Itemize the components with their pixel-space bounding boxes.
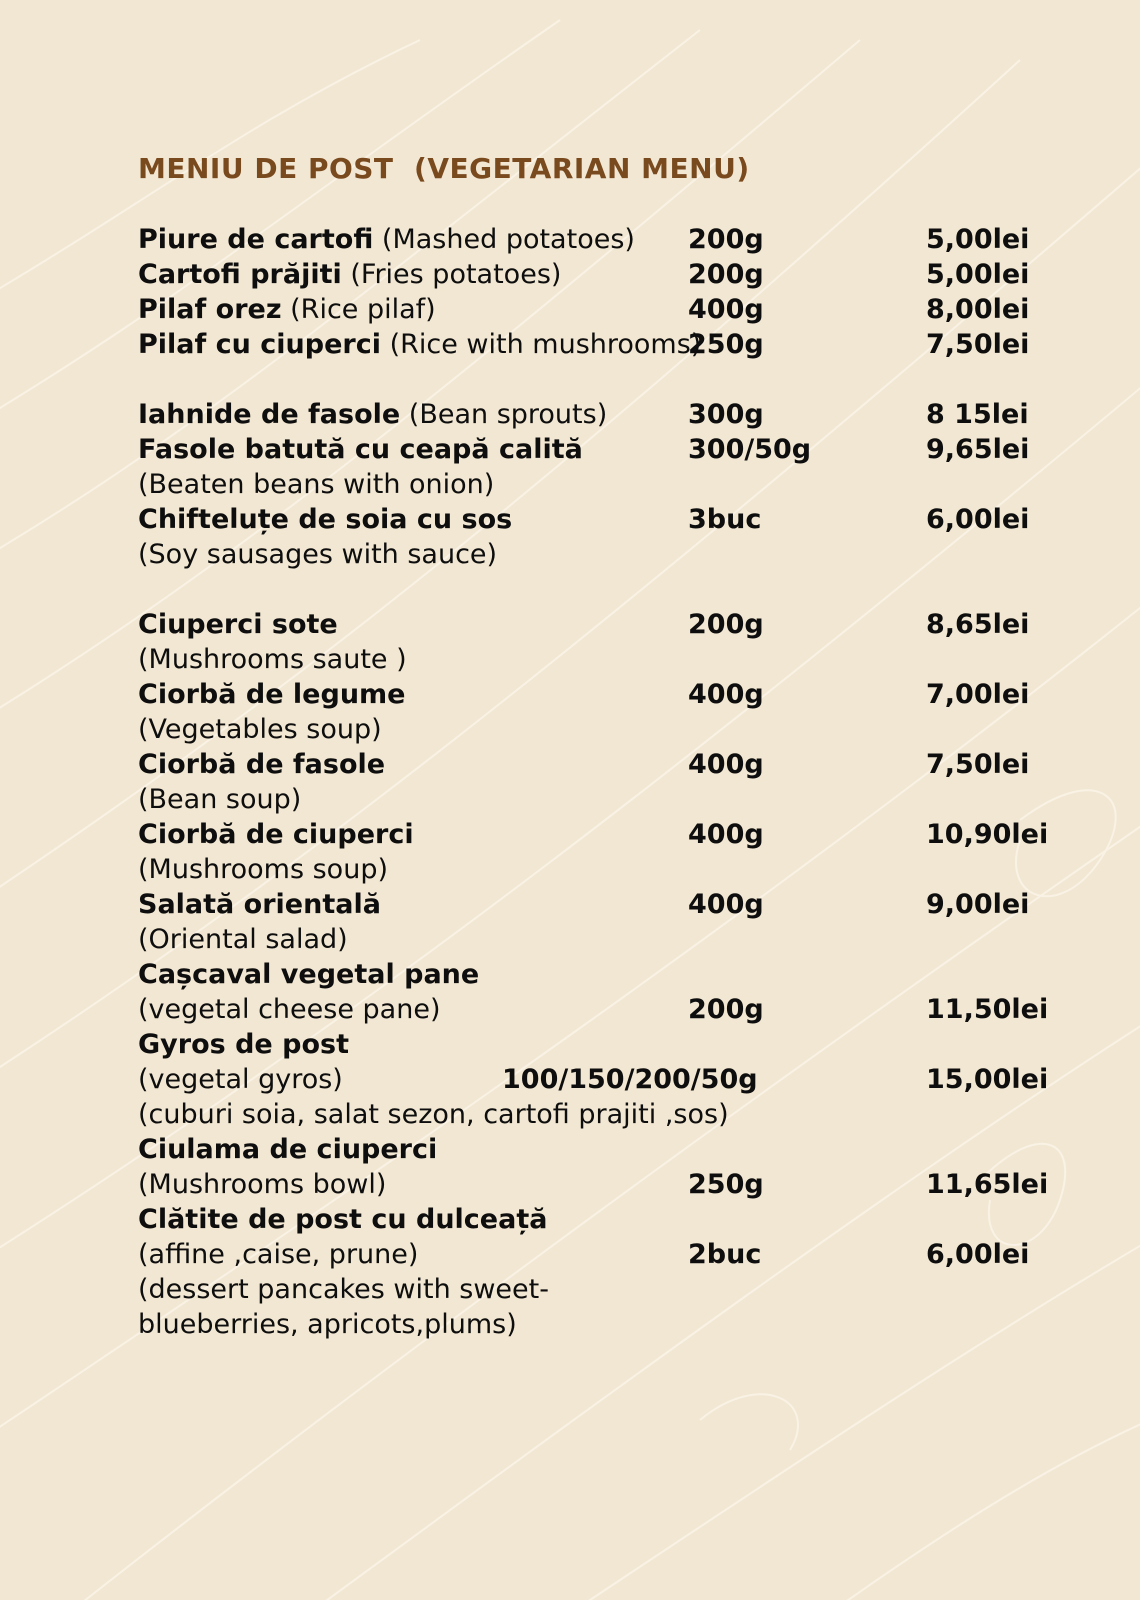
menu-line bbox=[138, 747, 1058, 783]
item-description: (Mushrooms bowl) bbox=[138, 1169, 387, 1200]
item-price: 9,00lei bbox=[926, 889, 1030, 920]
item-description: (Oriental salad) bbox=[138, 924, 348, 955]
item-price: 5,00lei bbox=[926, 259, 1030, 290]
item-name bbox=[138, 502, 512, 538]
item-name bbox=[138, 1202, 547, 1238]
item-quantity: 200g bbox=[688, 994, 764, 1025]
item-quantity: 200g bbox=[688, 224, 764, 255]
menu-line bbox=[138, 1062, 1058, 1098]
item-name bbox=[138, 1272, 549, 1308]
menu-line bbox=[138, 222, 1058, 258]
item-quantity: 200g bbox=[688, 609, 764, 640]
menu-line bbox=[138, 1307, 1058, 1343]
item-name-ro: Ciorbă de legume bbox=[138, 679, 406, 710]
menu-line bbox=[138, 432, 1058, 468]
menu-line bbox=[138, 502, 1058, 538]
item-name-ro: Cașcaval vegetal pane bbox=[138, 959, 480, 990]
item-description: (dessert pancakes with sweet- bbox=[138, 1274, 549, 1305]
menu-line bbox=[138, 397, 1058, 433]
item-quantity: 400g bbox=[688, 749, 764, 780]
item-description: (cuburi soia, salat sezon, cartofi prajiti ,sos) bbox=[138, 1099, 729, 1130]
item-quantity: 250g bbox=[688, 329, 764, 360]
item-quantity: 200g bbox=[688, 259, 764, 290]
item-name-ro: Fasole batută cu ceapă calită bbox=[138, 434, 583, 465]
item-name bbox=[138, 782, 301, 818]
item-price: 8,00lei bbox=[926, 294, 1030, 325]
item-name bbox=[138, 1307, 517, 1343]
item-quantity: 400g bbox=[688, 819, 764, 850]
item-name bbox=[138, 432, 583, 468]
item-description: (Bean soup) bbox=[138, 784, 302, 815]
item-name-ro: Gyros de post bbox=[138, 1029, 349, 1060]
item-name bbox=[138, 1167, 386, 1203]
item-name-ro: Pilaf orez bbox=[138, 294, 282, 325]
item-description: (Mashed potatoes) bbox=[373, 224, 635, 255]
item-name bbox=[138, 607, 338, 643]
item-name-ro: Chifteluțe de soia cu sos bbox=[138, 504, 513, 535]
item-description: (Fries potatoes) bbox=[341, 259, 562, 290]
menu-line bbox=[138, 677, 1058, 713]
menu-line bbox=[138, 922, 1058, 958]
item-name bbox=[138, 467, 494, 503]
item-name bbox=[138, 397, 607, 433]
item-name bbox=[138, 747, 385, 783]
menu-line bbox=[138, 817, 1058, 853]
item-price: 9,65lei bbox=[926, 434, 1030, 465]
menu-line bbox=[138, 712, 1058, 748]
item-name bbox=[138, 222, 635, 258]
menu-line bbox=[138, 1272, 1058, 1308]
menu-line bbox=[138, 1132, 1058, 1168]
item-name-ro: Ciorbă de fasole bbox=[138, 749, 386, 780]
item-quantity: 300g bbox=[688, 399, 764, 430]
item-description: (Rice with mushrooms) bbox=[381, 329, 702, 360]
item-price: 15,00lei bbox=[926, 1064, 1049, 1095]
item-price: 7,50lei bbox=[926, 749, 1030, 780]
menu-line bbox=[138, 852, 1058, 888]
item-name bbox=[138, 677, 405, 713]
item-name bbox=[138, 1027, 349, 1063]
menu-line bbox=[138, 1027, 1058, 1063]
item-description: blueberries, apricots,plums) bbox=[138, 1309, 517, 1340]
menu-title: MENIU DE POST (VEGETARIAN MENU) bbox=[138, 152, 750, 185]
item-name-ro: Clătite de post cu dulceață bbox=[138, 1204, 548, 1235]
item-price: 5,00lei bbox=[926, 224, 1030, 255]
item-name-ro: Salată orientală bbox=[138, 889, 381, 920]
item-name bbox=[138, 327, 701, 363]
item-price: 7,00lei bbox=[926, 679, 1030, 710]
menu-line bbox=[138, 327, 1058, 363]
item-name bbox=[138, 257, 561, 293]
item-quantity: 400g bbox=[688, 679, 764, 710]
item-description: (Mushrooms saute ) bbox=[138, 644, 407, 675]
item-description: (vegetal gyros) bbox=[138, 1064, 343, 1095]
item-name bbox=[138, 887, 381, 923]
item-price: 10,90lei bbox=[926, 819, 1049, 850]
item-quantity: 2buc bbox=[688, 1239, 762, 1270]
item-name-ro: Ciorbă de ciuperci bbox=[138, 819, 414, 850]
item-name bbox=[138, 642, 407, 678]
menu-line bbox=[138, 607, 1058, 643]
item-name bbox=[138, 992, 440, 1028]
item-price: 8,65lei bbox=[926, 609, 1030, 640]
item-name bbox=[138, 957, 479, 993]
item-price: 6,00lei bbox=[926, 504, 1030, 535]
item-name bbox=[138, 852, 388, 888]
item-name-ro: Ciulama de ciuperci bbox=[138, 1134, 438, 1165]
item-quantity: 300/50g bbox=[688, 434, 812, 465]
item-name bbox=[138, 922, 348, 958]
item-description: (vegetal cheese pane) bbox=[138, 994, 441, 1025]
item-name-ro: Ciuperci sote bbox=[138, 609, 338, 640]
item-name-ro: Piure de cartofi bbox=[138, 224, 374, 255]
item-quantity: 250g bbox=[688, 1169, 764, 1200]
item-quantity: 400g bbox=[688, 889, 764, 920]
item-price: 7,50lei bbox=[926, 329, 1030, 360]
item-price: 11,50lei bbox=[926, 994, 1049, 1025]
item-name bbox=[138, 1062, 343, 1098]
item-description: (Rice pilaf) bbox=[281, 294, 436, 325]
item-price: 11,65lei bbox=[926, 1169, 1049, 1200]
menu-line bbox=[138, 957, 1058, 993]
item-price: 6,00lei bbox=[926, 1239, 1030, 1270]
item-name bbox=[138, 817, 414, 853]
menu-line bbox=[138, 1167, 1058, 1203]
item-name bbox=[138, 537, 497, 573]
item-name bbox=[138, 1097, 729, 1133]
item-name-ro: Pilaf cu ciuperci bbox=[138, 329, 381, 360]
item-description: (Bean sprouts) bbox=[400, 399, 608, 430]
item-description: (Soy sausages with sauce) bbox=[138, 539, 498, 570]
item-description: (Vegetables soup) bbox=[138, 714, 382, 745]
menu-line bbox=[138, 257, 1058, 293]
item-description: (Beaten beans with onion) bbox=[138, 469, 495, 500]
item-price: 8 15lei bbox=[926, 399, 1029, 430]
item-name bbox=[138, 1132, 437, 1168]
menu-line bbox=[138, 1097, 1058, 1133]
menu-line bbox=[138, 887, 1058, 923]
menu-line bbox=[138, 467, 1058, 503]
item-name-ro: Cartofi prăjiti bbox=[138, 259, 342, 290]
item-name bbox=[138, 1237, 418, 1273]
menu-line bbox=[138, 292, 1058, 328]
menu-line bbox=[138, 782, 1058, 818]
item-description: (affine ,caise, prune) bbox=[138, 1239, 419, 1270]
item-quantity: 3buc bbox=[688, 504, 762, 535]
menu-line bbox=[138, 1237, 1058, 1273]
item-name bbox=[138, 712, 382, 748]
item-name-ro: Iahnide de fasole bbox=[138, 399, 401, 430]
menu-line bbox=[138, 537, 1058, 573]
item-quantity: 400g bbox=[688, 294, 764, 325]
item-description: (Mushrooms soup) bbox=[138, 854, 388, 885]
item-quantity: 100/150/200/50g bbox=[502, 1064, 758, 1095]
menu-line bbox=[138, 642, 1058, 678]
menu-line bbox=[138, 1202, 1058, 1238]
menu-line bbox=[138, 992, 1058, 1028]
item-name bbox=[138, 292, 436, 328]
